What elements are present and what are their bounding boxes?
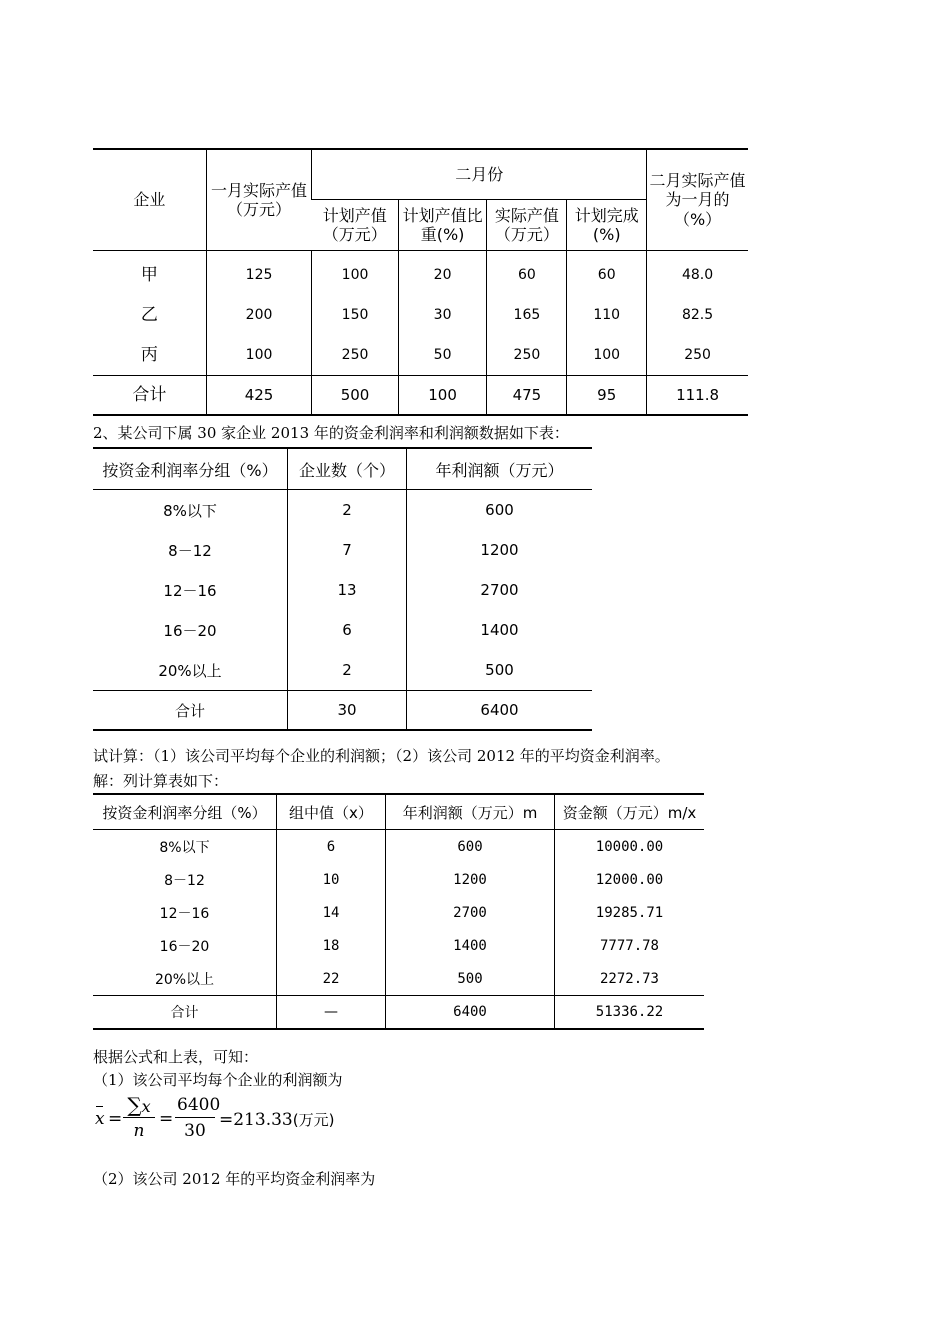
cell-plan-completion: 60 xyxy=(567,251,647,296)
cell-group: 合计 xyxy=(93,691,288,731)
cell-plan-share: 100 xyxy=(398,376,487,416)
table-total-row xyxy=(93,376,748,416)
cell-plan-value: 500 xyxy=(312,376,398,416)
cell-plan-share: 50 xyxy=(398,335,487,376)
cell-group: 20%以上 xyxy=(154,971,215,988)
cell-plan-value: 250 xyxy=(312,335,398,376)
cell-profit: 1400 xyxy=(407,610,593,650)
cell-profit: 2700 xyxy=(407,570,593,610)
cell-group: 20%以上 xyxy=(158,661,222,680)
cell-actual-value: 475 xyxy=(487,376,567,416)
cell-plan-value: 100 xyxy=(312,251,398,296)
table-total-row xyxy=(93,691,592,731)
table-row xyxy=(93,570,592,610)
sum-fraction xyxy=(123,1093,155,1142)
col-count: 企业数（个） xyxy=(288,448,407,490)
part2-text: （2）该公司 2012 年的平均资金利润率为 xyxy=(93,1170,376,1188)
cell-plan-completion: 95 xyxy=(567,376,647,416)
cell-group: 12－16 xyxy=(159,905,210,922)
cell-group: 8%以下 xyxy=(163,501,217,520)
calculation-table xyxy=(93,793,704,1030)
cell-company: 合计 xyxy=(93,376,206,416)
profit-rate-table xyxy=(93,447,592,731)
cell-count: 30 xyxy=(288,691,407,731)
output-value-table xyxy=(93,148,748,416)
mean-symbol: x xyxy=(95,1109,105,1129)
cell-capital: 12000.00 xyxy=(555,863,705,896)
cell-actual-value: 60 xyxy=(487,251,567,296)
table-row xyxy=(93,335,748,376)
solution-text: 解：列计算表如下： xyxy=(93,772,229,790)
count-symbol: n xyxy=(133,1121,145,1141)
table-row xyxy=(93,830,704,864)
cell-profit: 500 xyxy=(386,962,555,996)
cell-capital: 19285.71 xyxy=(555,896,705,929)
cell-profit: 6400 xyxy=(407,691,593,731)
table-row xyxy=(93,251,748,296)
table-row xyxy=(93,610,592,650)
cell-profit: 500 xyxy=(407,650,593,691)
col-midpoint: 组中值（x） xyxy=(277,794,386,830)
cell-count: 2 xyxy=(288,650,407,691)
cell-jan-actual: 200 xyxy=(206,295,312,335)
col-ratio: 二月实际产值为一月的（%） xyxy=(647,149,748,251)
cell-profit: 1200 xyxy=(386,863,555,896)
sum-variable: x xyxy=(141,1097,151,1116)
col-actual-value: 实际产值（万元） xyxy=(487,200,567,251)
equals-sign: = xyxy=(159,1109,174,1129)
cell-group: 合计 xyxy=(93,996,277,1030)
table-total-row xyxy=(93,996,704,1030)
cell-ratio: 82.5 xyxy=(647,295,748,335)
cell-actual-value: 165 xyxy=(487,295,567,335)
sum-symbol: ∑ xyxy=(127,1093,142,1117)
table-row xyxy=(93,650,592,691)
cell-company: 乙 xyxy=(140,304,158,325)
col-group: 按资金利润率分组（%） xyxy=(93,794,277,830)
cell-ratio: 111.8 xyxy=(647,376,748,416)
cell-profit: 2700 xyxy=(386,896,555,929)
table-row xyxy=(93,929,704,962)
table-row xyxy=(93,962,704,996)
cell-count: 13 xyxy=(288,570,407,610)
numerator: 6400 xyxy=(175,1093,215,1118)
table-row xyxy=(93,863,704,896)
col-plan-value: 计划产值（万元） xyxy=(312,200,398,251)
cell-count: 6 xyxy=(288,610,407,650)
cell-capital: 2272.73 xyxy=(555,962,705,996)
cell-actual-value: 250 xyxy=(487,335,567,376)
cell-company: 丙 xyxy=(140,344,158,365)
cell-plan-completion: 100 xyxy=(567,335,647,376)
col-feb: 二月份 xyxy=(312,149,647,200)
cell-group: 8－12 xyxy=(164,872,205,889)
col-capital: 资金额（万元）m/x xyxy=(555,794,705,830)
cell-ratio: 48.0 xyxy=(647,251,748,296)
cell-jan-actual: 100 xyxy=(206,335,312,376)
cell-plan-value: 150 xyxy=(312,295,398,335)
cell-count: 7 xyxy=(288,530,407,570)
cell-midpoint: 14 xyxy=(277,896,386,929)
table-row xyxy=(93,295,748,335)
basis-text: 根据公式和上表，可知： xyxy=(93,1048,259,1066)
col-plan-share: 计划产值比重(%) xyxy=(398,200,487,251)
cell-midpoint: 10 xyxy=(277,863,386,896)
result-number: =213.33 xyxy=(219,1110,293,1130)
col-plan-completion: 计划完成(%) xyxy=(567,200,647,251)
cell-plan-completion: 110 xyxy=(567,295,647,335)
cell-profit: 600 xyxy=(407,490,593,531)
cell-group: 8%以下 xyxy=(159,839,210,856)
task-text: 试计算：（1）该公司平均每个企业的利润额；（2）该公司 2012 年的平均资金利润率。 xyxy=(93,747,670,765)
value-fraction xyxy=(175,1093,221,1142)
question-intro: 2、某公司下属 30 家企业 2013 年的资金利润率和利润额数据如下表： xyxy=(93,424,569,442)
cell-midpoint: 22 xyxy=(277,962,386,996)
cell-ratio: 250 xyxy=(647,335,748,376)
col-jan-actual: 一月实际产值（万元） xyxy=(206,149,312,251)
col-profit: 年利润额（万元） xyxy=(407,448,593,490)
cell-midpoint: 6 xyxy=(277,830,386,864)
cell-midpoint: 18 xyxy=(277,929,386,962)
cell-profit: 600 xyxy=(386,830,555,864)
cell-jan-actual: 425 xyxy=(206,376,312,416)
cell-plan-share: 30 xyxy=(398,295,487,335)
cell-profit: 1200 xyxy=(407,530,593,570)
cell-jan-actual: 125 xyxy=(206,251,312,296)
result-value xyxy=(219,1109,334,1130)
cell-midpoint: — xyxy=(277,996,386,1030)
col-company: 企业 xyxy=(93,149,206,251)
result-unit: (万元) xyxy=(292,1111,335,1129)
equals-sign: = xyxy=(108,1109,123,1129)
cell-profit: 1400 xyxy=(386,929,555,962)
table-row xyxy=(93,896,704,929)
part1-text: （1）该公司平均每个企业的利润额为 xyxy=(93,1071,343,1089)
cell-group: 16－20 xyxy=(163,621,217,640)
col-group: 按资金利润率分组（%） xyxy=(93,448,288,490)
table-row xyxy=(93,530,592,570)
denominator: 30 xyxy=(184,1121,206,1141)
cell-capital: 10000.00 xyxy=(555,830,705,864)
table-row xyxy=(93,490,592,531)
cell-capital: 7777.78 xyxy=(555,929,705,962)
cell-plan-share: 20 xyxy=(398,251,487,296)
cell-group: 8－12 xyxy=(168,541,212,560)
cell-company: 甲 xyxy=(140,264,158,285)
cell-profit: 6400 xyxy=(386,996,555,1030)
cell-capital: 51336.22 xyxy=(555,996,705,1030)
cell-group: 12－16 xyxy=(163,581,217,600)
cell-group: 16－20 xyxy=(159,938,210,955)
col-profit: 年利润额（万元）m xyxy=(386,794,555,830)
cell-count: 2 xyxy=(288,490,407,531)
